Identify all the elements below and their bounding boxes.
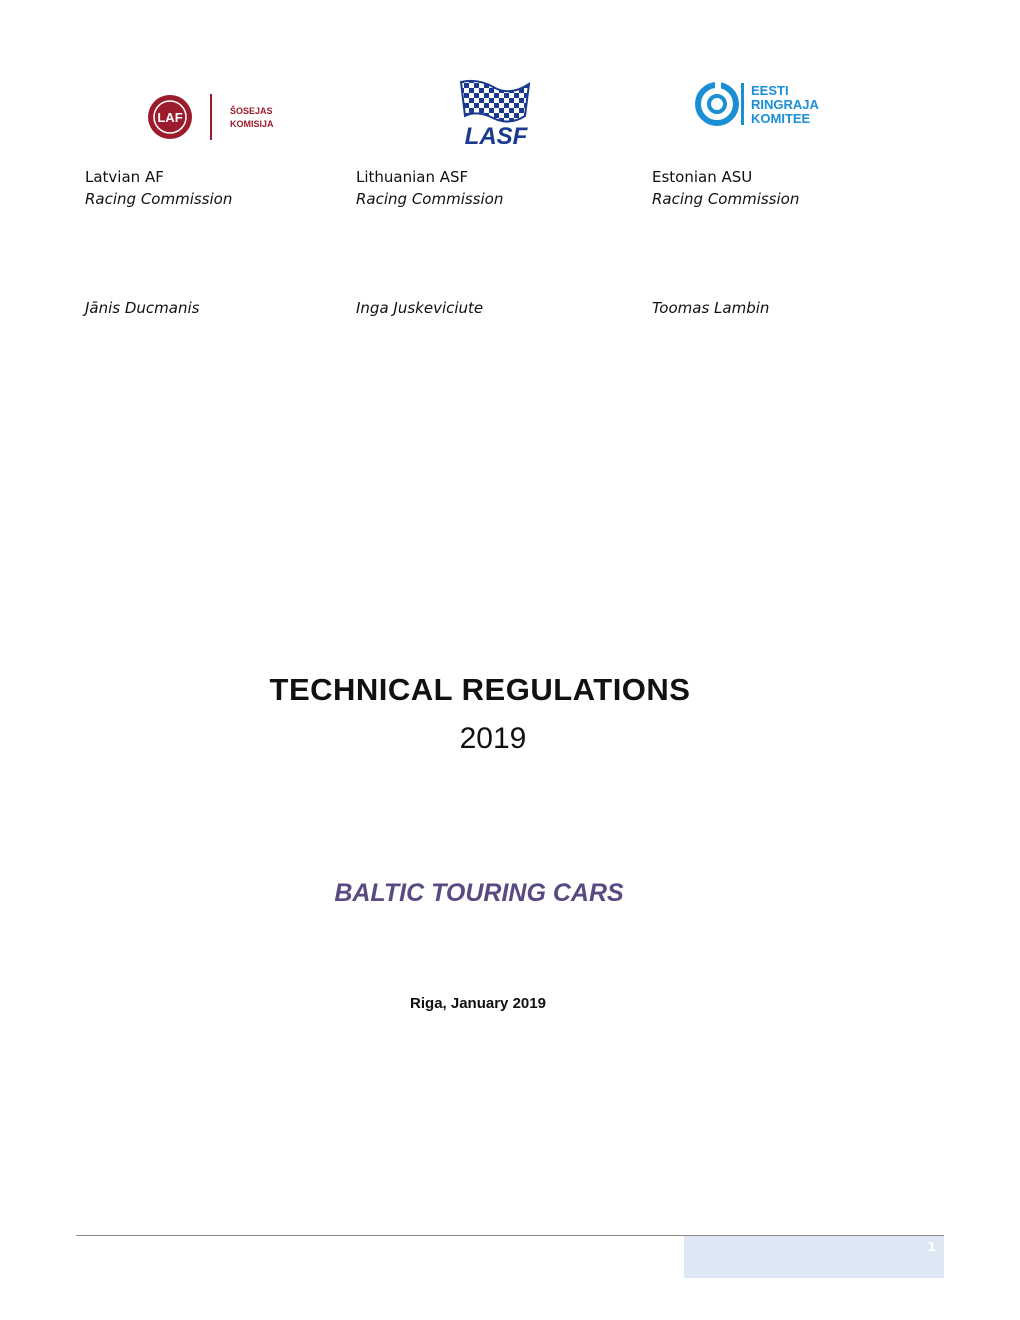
org-column-estonia (652, 166, 799, 210)
org-name: Lithuanian ASF (356, 168, 469, 186)
laf-subtitle-1: ŠOSEJAS (230, 106, 273, 116)
series-name: BALTIC TOURING CARS (334, 879, 624, 907)
signatory-latvia: Jānis Ducmanis (85, 299, 200, 317)
erk-line-1: EESTI (751, 83, 789, 98)
org-name: Latvian AF (85, 168, 164, 186)
erk-line-3: KOMITEE (751, 111, 811, 126)
laf-subtitle-2: KOMISIJA (230, 119, 274, 129)
signatory-estonia: Toomas Lambin (652, 299, 770, 317)
laf-logo (148, 91, 278, 143)
org-column-latvia (85, 166, 232, 210)
signatory-lithuania: Inga Juskeviciute (356, 299, 484, 317)
document-year: 2019 (459, 722, 527, 755)
lasf-logo (459, 78, 533, 148)
lasf-mark-text: LASF (464, 123, 528, 148)
org-commission: Racing Commission (356, 190, 504, 208)
erk-logo (695, 80, 835, 135)
laf-mark-text: LAF (157, 110, 183, 125)
erk-line-2: RINGRAJA (751, 97, 819, 112)
page-number: 1 (927, 1240, 936, 1254)
org-commission: Racing Commission (652, 190, 800, 208)
org-commission: Racing Commission (85, 190, 233, 208)
place-date: Riga, January 2019 (410, 995, 546, 1012)
org-name: Estonian ASU (652, 168, 753, 186)
page-number-box (684, 1236, 944, 1278)
document-title: TECHNICAL REGULATIONS (269, 672, 691, 707)
org-column-lithuania (356, 166, 503, 210)
